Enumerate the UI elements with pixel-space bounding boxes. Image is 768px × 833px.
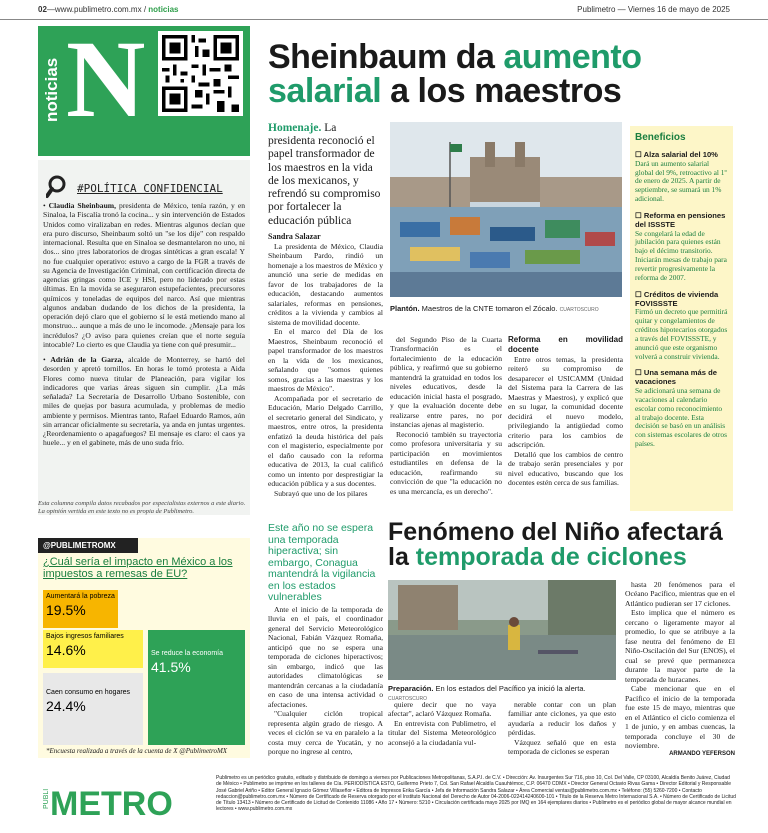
zocalo-photo xyxy=(390,122,622,322)
second-column-4: hasta 20 fenómenos para el Océano Pacífico, mientras que en el Atlántico pudieran ser 17 ciclones. Esto implica que el número es cercano o ligeramente mayor al promedio, lo que se atribuye a la fase neutra del fenómeno de El Niño-Oscilación del Sur (ENOS), el cual se prevé que permanezca durante la mayor parte de la temporada de huracanes. Cabe mencionar que en el Pacífico el inicio de la temporada fue este 15 de mayo, mientras que en el Atlántico el ciclo comienza el 1 de junio, y en ambas cuencas, la temporada concluye el 30 de noviembre. ARMANDO YEFERSON xyxy=(625,580,735,757)
article-column-2: del Segundo Piso de la Cuarta Transformación es el fortalecimiento de la educación pública, y reafirmó que su gobierno mantendrá la gratuidad en todos los niveles educativos, desde la educación inicial hasta el posgrado, y que la evaluación docente debe realizarse entre pares, no por instancias ajenas al magisterio. Reconoció también su trayectoria como profesora universitaria y su participación en movimientos estudiantiles en defensa de la educación, reafirmando su convicción de que "la educación no es una mercancía, es un derecho". xyxy=(390,335,502,496)
poll-bar: Aumentará la pobreza 19.5% xyxy=(43,590,118,628)
column-disclaimer: Esta columna compila datos recabados por especialistas externos a este diario. La opinión vertida en este texto no es propia de Publimetro. xyxy=(38,500,246,515)
column-title: #POLÍTICA CONFIDENCIAL xyxy=(77,182,223,195)
benefit-item: ☐ Una semana más de vacaciones Se adicionará una semana de vacaciones al calendario escolar como reconocimiento al trabajo docente. Esta decisión se basó en un análisis con sistemas escolares de otros países. xyxy=(635,368,727,449)
publimetro-logo[interactable] xyxy=(38,775,183,825)
second-deck: Este año no se espera una temporada hiperactiva; sin embargo, Conagua mantendrá la vigilancia en los estados vulnerables xyxy=(268,522,376,604)
photo-caption: Plantón. Maestros de la CNTE tomaron el Zócalo. CUARTOSCURO xyxy=(390,304,599,313)
page-date: Publimetro — Viernes 16 de mayo de 2025 xyxy=(577,5,730,14)
column-item: • Adrián de la Garza, alcalde de Monterrey, se hartó del desorden y apretó tornillos. En horas le tomó protesta a Aida Flores como nueva titular de Planeación, para vigilar los indicadores que varias áreas siguen sin cumplir. ¿La más señalada? La Secretaría de Desarrollo Urbano Sostenible, con miles de quejas por basura acumulada, y problemas de medio ambiente y permisos. Mientras tanto, Rafael Eduardo Ramos, aún sin arrancar oficialmente su secretaría, ya anda en juntas urgentes. ¿Reordenamiento o apagafuegos? El mensaje es claro: el caos ya huele... y en el gabinete, más de uno suda frío. xyxy=(43,355,245,448)
qr-code[interactable] xyxy=(158,31,243,116)
flood-photo-caption: Preparación. En los estados del Pacífico ya inició la alerta. CUARTOSCURO xyxy=(388,684,586,702)
poll-handle[interactable]: @PUBLIMETROMX xyxy=(38,538,138,553)
poll-bar: Se reduce la economía 41.5% xyxy=(148,630,245,745)
main-headline: Sheinbaum da aumento salarial a los maestros xyxy=(268,38,642,110)
sidebar-title: Beneficios xyxy=(635,132,686,143)
page-folio: 02—www.publimetro.com.mx / noticias xyxy=(38,5,179,14)
poll-bar: Bajos ingresos familiares 14.6% xyxy=(43,630,143,668)
second-column-1: Ante el inicio de la temporada de lluvia en el país, el coordinador general del Servicio Meteorológico Nacional, Fabián Vázquez Romaña, anticipó que no se espera una temporada de ciclones hiperactivos; sin embargo, indicó que las autoridades climatológicas se mantendrán cercanas a la ciudadanía en caso de una intensa actividad o afectaciones. "Cualquier ciclón tropical representa algún grado de riesgo. A veces el ciclón se va en paralelo a la costa muy cerca de Yucatán, y no porque no ingrese al centro, xyxy=(268,605,383,757)
article-column-1: La presidenta de México, Claudia Sheinbaum Pardo, rindió un homenaje a los maestros de México y anunció una serie de medidas en favor de los trabajadores de la educación, destacando aumentos salariales, reformas en pensiones, créditos a la vivienda y cambios al sistema de movilidad docente. En el marco del Día de los Maestros, Sheinbaum reconoció el papel transformador de los maestros en la vida de los mexicanos, señalando que "somos quienes somos, gracias a las maestras y los maestros de México". Acompañada por el secretario de Educación, Mario Delgado Carrillo, el secretario general del Sindicato, y maestros, entre otros, la presidenta enfatizó la deuda histórica del país con el magisterio, especialmente por el daño causado con la reforma educativa de 2013, la cual calificó como un intento por desprestigiar la educación pública y a sus docentes. Subrayó que uno de los pilares xyxy=(268,242,383,498)
poll-question: ¿Cuál sería el impacto en México a los impuestos a remesas de EU? xyxy=(43,556,233,581)
section-label: noticias xyxy=(42,57,61,122)
flood-photo xyxy=(388,580,616,680)
zocalo-photo-image xyxy=(390,122,622,322)
footer xyxy=(38,775,738,825)
main-deck: Homenaje. La presidenta reconoció el papel transformador de los maestros en la vida de los mexicanos, y refrendó su compromiso por fortalecer la educación pública xyxy=(268,122,381,227)
publimetro-logo-icon xyxy=(38,775,183,825)
svg-text:METRO: METRO xyxy=(50,785,173,823)
byline: Sandra Salazar xyxy=(268,232,321,241)
poll-box xyxy=(38,538,250,758)
article-column-3: Reforma en movilidad docente Entre otros temas, la presidenta reiteró su compromiso de desaparecer el USICAMM (Unidad del Sistema para la Carrera de las Maestras y Maestros), y explicó que en su lugar, la comunidad docente decidirá el nuevo modelo, privilegiando la antigüedad como criterio para los cambios de adscripción. Detalló que los cambios de centro de trabajo serán presenciales y por nivel educativo, buscando que los docentes estén cerca de sus familias. xyxy=(508,335,623,488)
benefit-item: ☐ Reforma en pensiones del ISSSTE Se congelará la edad de jubilación para quienes están bajo el décimo transitorio. Iniciarán mesas de trabajo para revertir progresivamente la reforma de 2007. xyxy=(635,211,727,282)
second-column-3: nerable contar con un plan familiar ante ciclones, ya que esto ayudaría a reducir los daños y pérdidas. Vázquez señaló que en esta temporada de ciclones se esperan xyxy=(508,700,616,757)
section-letter: N xyxy=(66,18,146,140)
svg-text:PUBLI: PUBLI xyxy=(43,788,50,809)
second-column-2: quiere decir que no vaya afectar", aclaró Vázquez Romaña. En entrevista con Publimetro, el titular del Sistema Meteorológico aconsejó a la ciudadanía vul- xyxy=(388,700,496,747)
magnifier-icon xyxy=(46,174,72,200)
top-bar xyxy=(0,0,768,20)
column-item: • Claudia Sheinbaum, presidenta de México, tenía razón, y en Sinaloa, la Fiscalía tronó la cocina... y sin intervención de Estados Unidos como viralizaban en redes. Mientras algunos decían que era puro discurso, Sheinbaum soltó un "se los dije" con respaldo internacional. Resulta que en Sinaloa se desmantelaron no uno, ni dos... sino ¡tres laboratorios de drogas sintéticas a gran escala! Y no fue cualquier operativo: estuvo a cargo de la FGR a través de su Agencia de Investigación Criminal, con certificación directa de agencias gringas como ICE y HSI, pero no liderado por estas últimas. En la movida se aseguraron estupefacientes, precursores químicos y toneladas de equipos del narco. Así que mientras algunos andaban dudando de los dichos de la presidenta, la operación dejó claro que el gobierno sí le está metiendo mano al monstruo... aunque a más de uno le incomode. ¿Mensaje para los incrédulos? ¿O aviso para quienes creían que el norte seguía intocable? Lo cierto es que Claudia ya tiene con qué presumir... xyxy=(43,201,246,349)
section-masthead xyxy=(38,18,250,156)
second-headline: Fenómeno del Niño afectará la temporada de ciclones xyxy=(388,518,723,571)
benefits-sidebar xyxy=(630,126,733,511)
flood-photo-image xyxy=(388,580,616,680)
political-column xyxy=(38,160,250,515)
benefit-item: ☐ Créditos de vivienda FOVISSSTE Firmó un decreto que permitirá quitar y congelamientos de créditos hipotecarios otorgados a través del FOVISSSTE, y anunció que este organismo volverá a construir vivienda. xyxy=(635,289,728,361)
poll-footnote: *Encuesta realizada a través de la cuenta de X @PublimetroMX xyxy=(46,747,228,755)
benefit-item: ☐ Alza salarial del 10% Dará un aumento salarial global del 9%, retroactivo al 1º de enero de 2025. A partir de septiembre, se sumará un 1% adicional. xyxy=(635,150,727,204)
qr-code-icon xyxy=(162,35,239,112)
poll-bar: Caen consumo en hogares 24.4% xyxy=(43,673,143,745)
footer-fineprint: Publimetro es un periódico gratuito, editado y distribuido de domingo a viernes por Publicaciones Metropolitanas, S.A.P.I. de C.V. • Dirección: Av. Insurgentes Sur 716, piso 10, Col. Del Valle, CP 03100, Alcaldía Benito Juárez, Ciudad de México • Publimetro se imprime en los talleres de Cía. PERIODÍSTICA ESTO, Guillermo Prieto 7, Col. San Rafael Alcaldía Cuauhtémoc, C.P. 06470 CDMX • Director General Octavio Rivas Gama • Director Editorial y Responsable José Gabriel Ariño • Editor General Ignacio Gómez Villaseñor • Editora de Impresos Erika García • Jefa de Información Sandra Salazar • Área Comercial ventas@publimetro.com.mx • Teléfono: (55) 5260-7200 • Contacto redaccion@publimetro.com.mx • Número de Certificado de Reserva otorgado por el Instituto Nacional del Derecho de Autor 04-2006-022414240600-101 • Título de la Reserva Metro Internacional S.A. • Número de Certificado de Licitud de Título 13413 • Número de Certificado de Licitud de Contenido 11086 • Año 17 • Número: 5210 • Circulación certificada mayo 2025 por IMQ en 164 ejemplares diarios • Publimetro es el periódico global de mayor alcance mundial en lectores • www.publimetro.com.mx xyxy=(216,775,736,813)
